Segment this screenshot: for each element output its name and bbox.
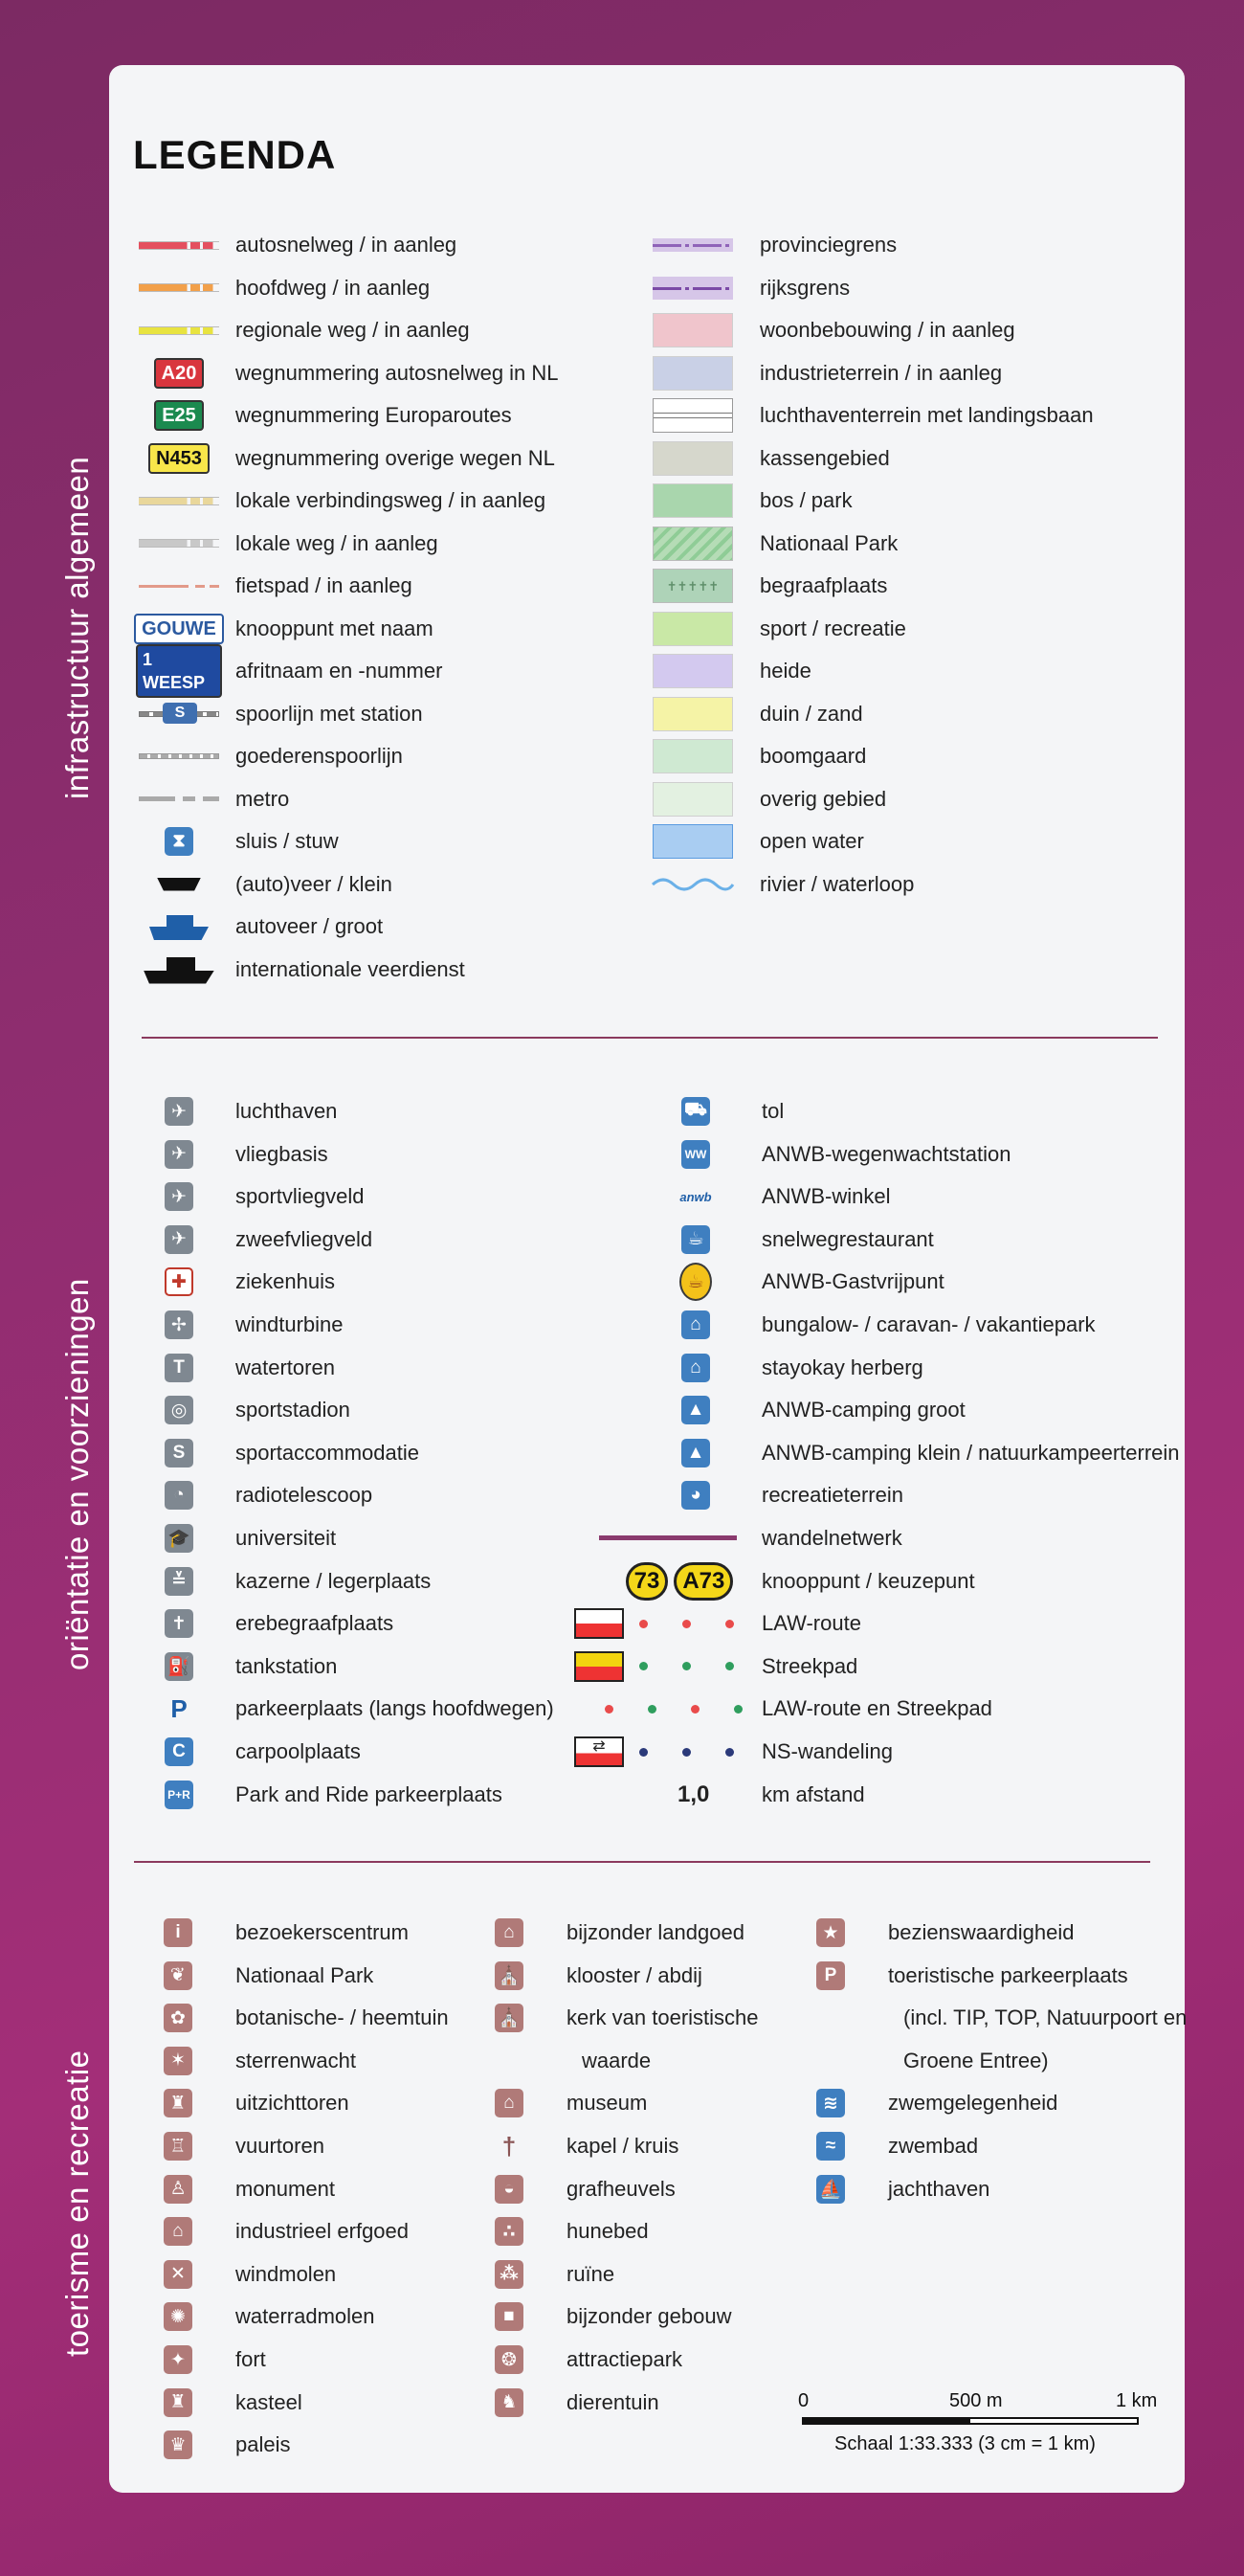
facility-glyph: ✈ [165,1182,193,1211]
orient-left-label: carpoolplaats [235,1739,361,1763]
scale-tick-0: 0 [798,2390,810,2411]
poi-label: zwembad [888,2134,979,2158]
poi-label: Groene Entree) [903,2048,1049,2072]
road-shield: 1 WEESP [136,644,222,698]
poi-label: hunebed [566,2219,649,2244]
poi-icon [163,2430,193,2459]
poi-icon [163,2260,193,2289]
symbol-shield [136,398,222,433]
facility-icon [163,1651,195,1682]
symbol-road [136,526,222,561]
walking-network-line [599,1535,737,1540]
area-swatch [651,697,735,731]
poi-label: jachthaven [888,2176,990,2201]
poi-label: industrieel erfgoed [235,2219,410,2244]
route-symbol [574,1606,743,1641]
poi-glyph: ♖ [164,2132,192,2161]
orient-right-label: bungalow- / caravan- / vakantiepark [762,1312,1096,1336]
orient-right-label: ANWB-camping groot [762,1398,966,1422]
scale-tick-500: 500 m [949,2390,1003,2411]
orient-right-label: ANWB-Gastvrijpunt [762,1269,944,1294]
infra-right-label: bos / park [760,488,853,512]
infra-left-label: afritnaam en -nummer [235,659,443,683]
poi-label: monument [235,2176,335,2201]
area-swatch [651,441,735,476]
orient-left-label: zweefvliegveld [235,1226,373,1251]
poi-label: zwemgelegenheid [888,2091,1058,2116]
area-swatch: ✝✝✝✝✝ [651,569,735,603]
poi-label: paleis [235,2432,291,2457]
poi-icon [163,2345,193,2374]
poi-glyph: ≈ [816,2132,845,2161]
side-label-orient: oriëntatie en voorzieningen [59,1278,95,1670]
orient-right-label: LAW-route [762,1611,861,1636]
infra-left-label: metro [235,786,290,811]
symbol-shield [136,650,222,692]
poi-label: bezienswaardigheid [888,1920,1075,1944]
orient-right-label: ANWB-winkel [762,1184,891,1209]
poi-icon [163,1918,193,1947]
facility-glyph: T [165,1354,193,1382]
facility-icon [679,1353,712,1383]
orient-left-label: Park and Ride parkeerplaats [235,1781,502,1806]
facility-glyph: ▲ [681,1439,710,1467]
area-swatch [651,782,735,817]
facility-icon [163,1224,195,1255]
infra-left-label: spoorlijn met station [235,701,423,726]
infra-left-label: fietspad / in aanleg [235,573,412,597]
facility-icon [679,1266,712,1297]
law-flag [574,1608,624,1639]
poi-label: attractiepark [566,2347,683,2371]
poi-glyph: ❂ [495,2345,523,2374]
ns-flag: ⇄ [574,1736,624,1767]
area-swatch [651,526,735,561]
facility-icon [163,1310,195,1340]
facility-glyph: 🎓 [165,1524,193,1553]
poi-glyph: ✦ [164,2345,192,2374]
facility-glyph: ✝ [165,1609,193,1638]
facility-icon [163,1566,195,1597]
poi-glyph: ♜ [164,2388,192,2417]
poi-glyph: ⁂ [495,2260,523,2289]
infra-right-label: Nationaal Park [760,530,899,555]
symbol-road [136,313,222,347]
poi-label: grafheuvels [566,2176,676,2201]
side-label-infra: infrastructuur algemeen [59,456,95,799]
ferry-intl-icon [144,955,214,984]
orient-right-label: ANWB-wegenwachtstation [762,1141,1011,1166]
facility-glyph: ⛽ [165,1652,193,1681]
facility-glyph: S [165,1439,193,1467]
poi-glyph: ⛵ [816,2175,845,2204]
orient-left-label: vliegbasis [235,1141,328,1166]
area-swatch [651,356,735,391]
poi-label: kapel / kruis [566,2134,679,2158]
area-swatch [651,612,735,646]
poi-icon [494,1918,524,1947]
poi-label: waarde [582,2048,652,2072]
poi-icon [494,1961,524,1990]
poi-icon [815,2089,846,2117]
knooppunt-badge: 73 [626,1562,669,1601]
poi-label: bijzonder gebouw [566,2304,732,2329]
orient-right-label: snelwegrestaurant [762,1226,934,1251]
road-shield: N453 [148,443,210,474]
facility-icon [163,1438,195,1468]
poi-label: botanische- / heemtuin [235,2005,449,2030]
area-swatch [651,867,735,902]
infra-left-label: wegnummering Europaroutes [235,403,512,427]
area-swatch [651,483,735,518]
poi-label: uitzichttoren [235,2091,349,2116]
poi-icon [815,2132,846,2161]
side-label-tour: toerisme en recreatie [59,2050,95,2357]
area-swatch [651,271,735,305]
facility-icon [163,1096,195,1127]
knooppunt-symbol [612,1560,746,1602]
poi-icon [163,2217,193,2246]
orient-left-label: parkeerplaats (langs hoofdwegen) [235,1696,554,1721]
symbol-thin [136,569,222,603]
symbol-icon-blue [136,824,222,859]
infra-right-label: rivier / waterloop [760,871,915,896]
facility-icon [163,1523,195,1554]
orient-right-label: recreatieterrein [762,1483,903,1508]
symbol-metro [136,782,222,817]
symbol-shield [136,356,222,391]
facility-icon [163,1181,195,1212]
orient-left-label: watertoren [235,1355,335,1379]
facility-icon [679,1438,712,1468]
facility-glyph: P [170,1693,188,1723]
poi-label: fort [235,2347,266,2371]
infra-right-label: duin / zand [760,701,863,726]
facility-glyph: ✈ [165,1225,193,1254]
infra-right-label: kassengebied [760,445,890,470]
area-swatch [651,654,735,688]
orient-right-label: ANWB-camping klein / natuurkampeerterrein [762,1440,1180,1465]
route-symbol [574,1735,743,1769]
road-shield: E25 [154,400,204,431]
sluice-icon: ⧗ [165,827,193,856]
facility-icon [163,1780,195,1810]
infra-left-label: sluis / stuw [235,829,339,853]
infra-left-label: (auto)veer / klein [235,871,392,896]
facility-glyph: ≚ [165,1567,193,1596]
poi-glyph: ♙ [164,2175,192,2204]
infra-right-label: luchthaventerrein met landingsbaan [760,403,1094,427]
infra-right-label: begraafplaats [760,573,888,597]
orient-right-label: LAW-route en Streekpad [762,1696,992,1721]
infra-right-label: rijksgrens [760,275,851,300]
symbol-road [136,271,222,305]
infra-left-label: internationale veerdienst [235,956,465,981]
poi-glyph: ★ [816,1918,845,1947]
ferry-big-icon [149,913,209,940]
area-swatch [651,398,735,433]
poi-glyph: ∴ [495,2217,523,2246]
facility-glyph: ☕ [681,1225,710,1254]
poi-icon [163,1961,193,1990]
route-symbol [574,1691,743,1726]
facility-icon [163,1353,195,1383]
facility-glyph: ◔ [165,1481,193,1510]
poi-label: kasteel [235,2389,302,2414]
divider-2 [134,1861,1150,1863]
area-swatch [651,228,735,262]
poi-label: windmolen [235,2261,337,2286]
infra-left-label: hoofdweg / in aanleg [235,275,431,300]
facility-icon [163,1736,195,1767]
infra-left-label: wegnummering overige wegen NL [235,445,555,470]
ferry-small-icon [157,878,201,891]
infra-left-label: wegnummering autosnelweg in NL [235,360,559,385]
poi-label: vuurtoren [235,2134,324,2158]
infra-right-label: overig gebied [760,786,887,811]
poi-glyph: ⌂ [495,2089,523,2117]
facility-icon [163,1693,195,1724]
orient-left-label: erebegraafplaats [235,1611,394,1636]
poi-label: (incl. TIP, TOP, Natuurpoort en [903,2005,1188,2030]
poi-glyph: ≋ [816,2089,845,2117]
poi-icon [494,2175,524,2204]
poi-glyph: ✺ [164,2302,192,2331]
orient-left-label: sportvliegveld [235,1184,365,1209]
facility-glyph: WW [681,1140,710,1169]
poi-icon [163,2302,193,2331]
facility-glyph: C [165,1737,193,1766]
poi-icon [163,2004,193,2032]
infra-right-label: heide [760,659,811,683]
facility-icon [679,1395,712,1425]
poi-glyph: ⛪ [495,1961,523,1990]
poi-glyph: i [164,1918,192,1947]
facility-icon [679,1139,712,1170]
poi-glyph: ❦ [164,1961,192,1990]
facility-glyph: ✚ [165,1267,193,1296]
orient-right-label: km afstand [762,1781,865,1806]
symbol-ferry-big [136,909,222,944]
poi-label: toeristische parkeerplaats [888,1962,1128,1987]
orient-left-label: sportstadion [235,1398,350,1422]
symbol-shield [136,441,222,476]
poi-label: museum [566,2091,648,2116]
facility-glyph: ☕ [679,1263,712,1301]
facility-icon [679,1181,712,1212]
facility-icon [163,1395,195,1425]
road-shield: A20 [154,358,205,389]
infra-right-label: boomgaard [760,744,867,768]
symbol-road [136,483,222,518]
area-swatch [651,824,735,859]
symbol-shield [136,612,222,646]
infra-left-label: lokale weg / in aanleg [235,530,438,555]
scale-caption: Schaal 1:33.333 (3 cm = 1 km) [834,2433,1096,2454]
facility-glyph: ✢ [165,1310,193,1339]
poi-glyph: ✕ [164,2260,192,2289]
poi-icon [494,2260,524,2289]
infra-right-label: open water [760,829,864,853]
poi-icon [163,2047,193,2075]
poi-label: waterradmolen [235,2304,375,2329]
poi-icon [494,2089,524,2117]
poi-glyph: ✿ [164,2004,192,2032]
poi-glyph: ⛪ [495,2004,523,2032]
symbol-ferry-intl [136,952,222,987]
orient-left-label: luchthaven [235,1099,338,1123]
poi-label: Nationaal Park [235,1962,374,1987]
symbol-rail: S [136,697,222,731]
road-shield: GOUWE [134,614,224,644]
poi-glyph: † [501,2131,517,2161]
infra-left-label: lokale verbindingsweg / in aanleg [235,488,546,512]
poi-icon [494,2217,524,2246]
symbol-rail2 [136,739,222,773]
infra-right-label: provinciegrens [760,233,898,257]
infra-left-label: goederenspoorlijn [235,744,403,768]
poi-icon [494,2004,524,2032]
km-value: 1,0 [678,1781,710,1807]
orient-left-label: universiteit [235,1526,337,1550]
route-symbol [574,1649,743,1684]
poi-icon [815,1918,846,1947]
poi-icon [494,2302,524,2331]
facility-glyph: ⌂ [681,1354,710,1382]
poi-icon [815,2175,846,2204]
infra-right-label: industrieterrein / in aanleg [760,360,1003,385]
orient-left-label: ziekenhuis [235,1269,335,1294]
facility-icon [163,1480,195,1511]
poi-label: dierentuin [566,2389,659,2414]
poi-label: ruïne [566,2261,615,2286]
orient-left-label: tankstation [235,1653,338,1678]
orient-left-label: kazerne / legerplaats [235,1568,432,1593]
infra-left-label: regionale weg / in aanleg [235,318,470,342]
facility-icon [679,1480,712,1511]
facility-glyph: ⌂ [681,1310,710,1339]
scale-tick-1km: 1 km [1116,2390,1158,2411]
infra-left-label: autosnelweg / in aanleg [235,233,457,257]
poi-label: bezoekerscentrum [235,1920,409,1944]
symbol-road [136,228,222,262]
area-swatch [651,739,735,773]
orient-left-label: windturbine [235,1312,344,1336]
poi-icon [163,2175,193,2204]
knooppunt-badge: A73 [674,1562,733,1601]
poi-icon [494,2132,524,2161]
poi-glyph: ◒ [495,2175,523,2204]
poi-glyph: ⌂ [495,1918,523,1947]
facility-glyph: ✈ [165,1140,193,1169]
poi-glyph: ⌂ [164,2217,192,2246]
facility-glyph: ⛟ [681,1097,710,1126]
facility-glyph: P+R [165,1781,193,1809]
scale-bar [802,2417,1139,2425]
poi-label: sterrenwacht [235,2048,356,2072]
poi-icon [163,2388,193,2417]
poi-glyph: ■ [495,2302,523,2331]
infra-left-label: knooppunt met naam [235,616,433,640]
infra-left-label: autoveer / groot [235,914,384,938]
facility-glyph: anwb [679,1189,712,1204]
symbol-ferry-small [136,867,222,902]
facility-glyph: ◕ [681,1481,710,1510]
poi-icon [494,2388,524,2417]
orient-right-label: Streekpad [762,1653,858,1678]
poi-label: bijzonder landgoed [566,1920,744,1944]
orient-right-label: knooppunt / keuzepunt [762,1568,975,1593]
poi-glyph: ♞ [495,2388,523,2417]
poi-label: kerk van toeristische [566,2005,759,2030]
facility-icon [679,1096,712,1127]
poi-icon [815,1961,846,1990]
orient-left-label: radiotelescoop [235,1483,373,1508]
legend-title: LEGENDA [133,132,337,177]
poi-glyph: P [816,1961,845,1990]
divider-1 [142,1037,1158,1039]
orient-right-label: stayokay herberg [762,1355,923,1379]
orient-right-label: tol [762,1099,785,1123]
poi-glyph: ✶ [164,2047,192,2075]
poi-glyph: ♜ [164,2089,192,2117]
poi-glyph: ♛ [164,2430,192,2459]
facility-icon [163,1608,195,1639]
infra-right-label: sport / recreatie [760,616,906,640]
poi-icon [494,2345,524,2374]
facility-icon [679,1310,712,1340]
poi-icon [163,2089,193,2117]
poi-label: klooster / abdij [566,1962,702,1987]
facility-glyph: ◎ [165,1396,193,1424]
infra-right-label: woonbebouwing / in aanleg [760,318,1015,342]
facility-icon [163,1139,195,1170]
orient-left-label: sportaccommodatie [235,1440,419,1465]
orient-right-label: wandelnetwerk [762,1526,902,1550]
facility-icon [679,1224,712,1255]
orient-right-label: NS-wandeling [762,1739,893,1763]
streekpad-flag [574,1651,624,1682]
poi-icon [163,2132,193,2161]
facility-icon [163,1266,195,1297]
facility-glyph: ✈ [165,1097,193,1126]
area-swatch [651,313,735,347]
facility-glyph: ▲ [681,1396,710,1424]
